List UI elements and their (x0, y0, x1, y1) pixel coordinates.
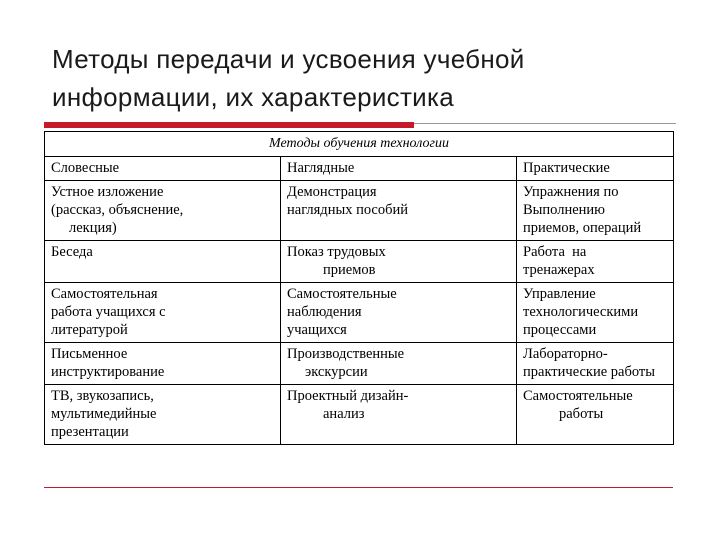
table-cell (281, 343, 517, 385)
cell-line: мультимедийные (51, 406, 157, 422)
column-header-practical: Практические (517, 157, 674, 181)
table-cell (517, 283, 674, 343)
slide-title-line-2: информации, их характеристика (52, 82, 455, 112)
cell-line: инструктирование (51, 364, 165, 380)
cell-line: Работа на (523, 244, 587, 260)
cell-line: анализ (323, 406, 365, 422)
cell-line: технологическими (523, 304, 639, 320)
cell-line: работы (559, 406, 604, 422)
methods-table (44, 131, 674, 445)
table-cell (281, 241, 517, 283)
table-caption: Методы обучения технологии (45, 132, 674, 157)
table-row (45, 283, 674, 343)
table-cell (45, 181, 281, 241)
cell-line: Производственные (287, 346, 405, 362)
table-header-row (45, 157, 674, 181)
cell-line: Выполнению (523, 202, 606, 218)
cell-line: тренажерах (523, 262, 595, 278)
cell-line: экскурсии (305, 364, 368, 380)
table-row (45, 241, 674, 283)
table-row (45, 181, 674, 241)
cell-line: наглядных пособий (287, 202, 409, 218)
cell-line: (рассказ, объяснение, (51, 202, 184, 218)
table-cell (517, 343, 674, 385)
table-cell (281, 385, 517, 445)
table-cell (281, 181, 517, 241)
table-cell (45, 241, 281, 283)
cell-line: литературой (51, 322, 128, 338)
cell-line: Самостоятельная (51, 286, 158, 302)
cell-line: Показ трудовых (287, 244, 386, 260)
cell-line: презентации (51, 424, 129, 440)
cell-line: приемов, операций (523, 220, 642, 236)
table-cell (281, 283, 517, 343)
cell-line: лекция) (69, 220, 117, 236)
cell-line: Устное изложение (51, 184, 164, 200)
title-accent-bar (44, 122, 414, 128)
table-cell (45, 283, 281, 343)
cell-line: учащихся (287, 322, 347, 338)
cell-line: Письменное (51, 346, 128, 362)
cell-line: процессами (523, 322, 597, 338)
cell-line: Самостоятельные (287, 286, 397, 302)
cell-line: наблюдения (287, 304, 362, 320)
cell-line: практические работы (523, 364, 655, 380)
cell-line: работа учащихся с (51, 304, 166, 320)
cell-line: Лабораторно- (523, 346, 608, 362)
table-cell (45, 385, 281, 445)
table-caption-row (45, 132, 674, 157)
footer-accent-line (44, 487, 673, 488)
cell-line: Беседа (51, 244, 93, 260)
table-cell (517, 181, 674, 241)
column-header-verbal: Словесные (45, 157, 281, 181)
cell-line: Проектный дизайн- (287, 388, 409, 404)
cell-line: приемов (323, 262, 376, 278)
table-cell (517, 385, 674, 445)
cell-line: Упражнения по (523, 184, 619, 200)
cell-line: ТВ, звукозапись, (51, 388, 154, 404)
table-row (45, 385, 674, 445)
slide-title (52, 40, 692, 116)
cell-line: Самостоятельные (523, 388, 633, 404)
table-row (45, 343, 674, 385)
table-cell (45, 343, 281, 385)
column-header-visual: Наглядные (281, 157, 517, 181)
table-cell (517, 241, 674, 283)
cell-line: Демонстрация (287, 184, 377, 200)
slide-title-line-1: Методы передачи и усвоения учебной (52, 44, 525, 74)
cell-line: Управление (523, 286, 596, 302)
